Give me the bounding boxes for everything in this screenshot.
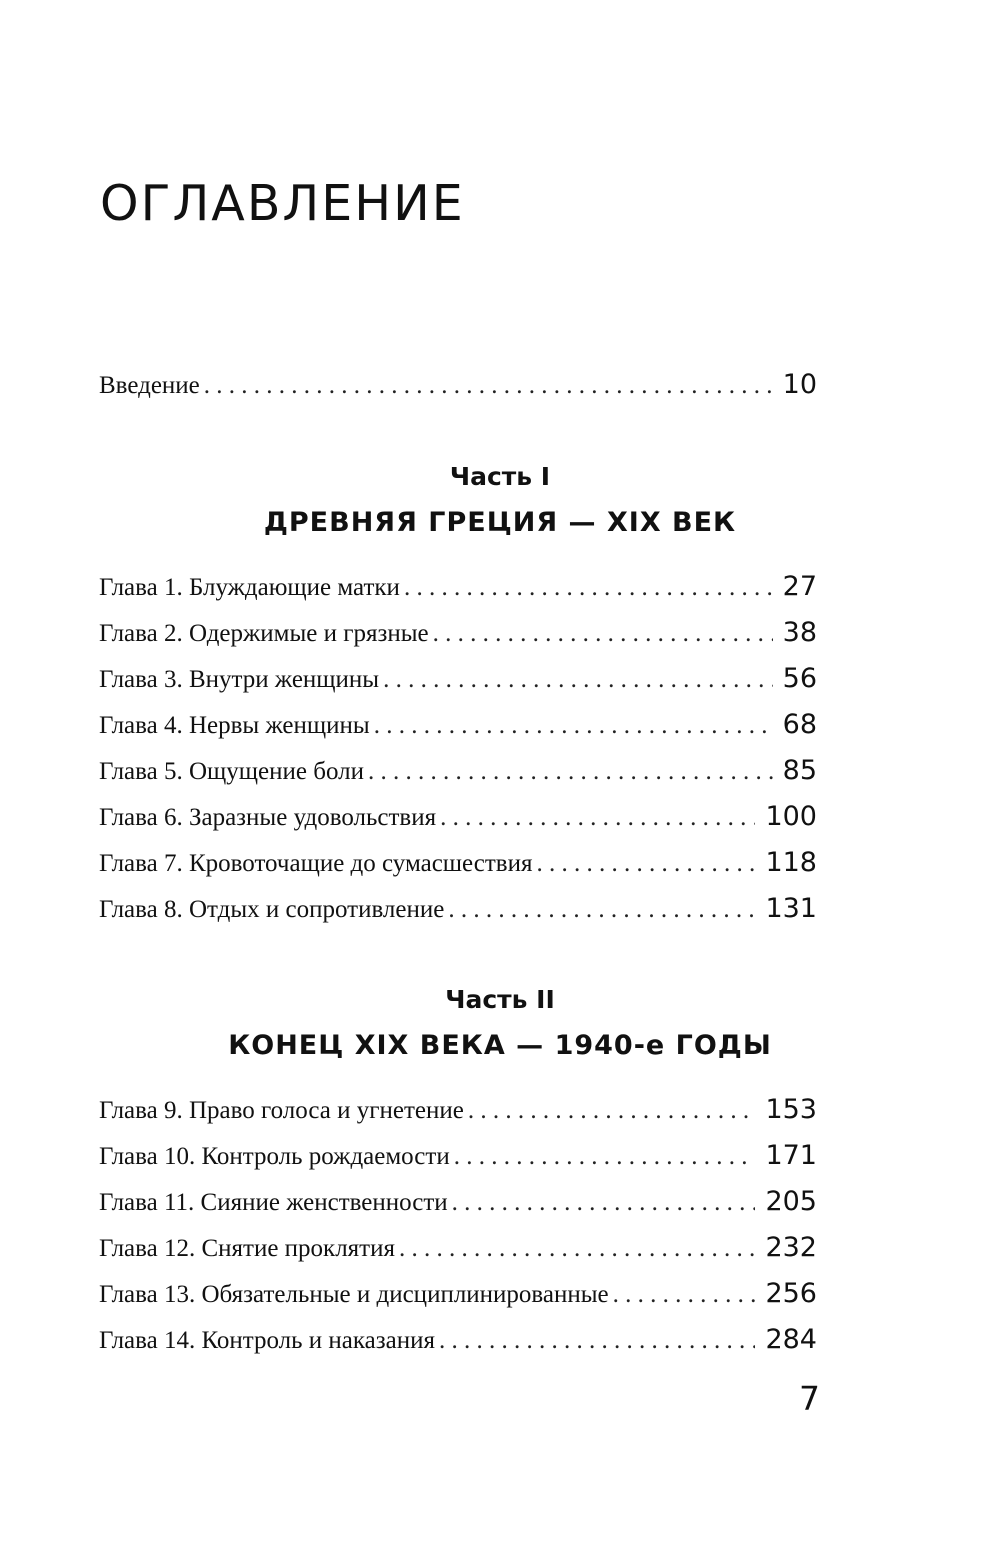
dot-leader: [448, 896, 755, 924]
toc-entry-chapter-2[interactable]: [99, 617, 817, 657]
dot-leader: [440, 804, 755, 832]
toc-entry-label: Глава 2. Одержимые и грязные: [99, 620, 429, 647]
toc-entry-chapter-12[interactable]: [99, 1232, 817, 1272]
toc-entry-page: 10: [782, 369, 817, 400]
toc-entry-chapter-11[interactable]: [99, 1186, 817, 1226]
part-2-title: КОНЕЦ XIX ВЕКА — 1940-е ГОДЫ: [228, 1030, 772, 1061]
toc-entry-chapter-3[interactable]: [99, 663, 817, 703]
dot-leader: [452, 1189, 756, 1217]
toc-entry-label: Глава 5. Ощущение боли: [99, 758, 364, 785]
dot-leader: [468, 1097, 756, 1125]
dot-leader: [204, 372, 773, 400]
dot-leader: [439, 1327, 755, 1355]
toc-entry-page: 100: [765, 801, 817, 832]
toc-entry-page: 56: [782, 663, 817, 694]
toc-entry-label: Глава 3. Внутри женщины: [99, 666, 380, 693]
toc-entry-label: Глава 4. Нервы женщины: [99, 712, 370, 739]
toc-entry-page: 68: [782, 709, 817, 740]
dot-leader: [374, 712, 773, 740]
dot-leader: [433, 620, 773, 648]
toc-entry-page: 205: [765, 1186, 817, 1217]
dot-leader: [399, 1235, 755, 1263]
toc-entry-page: 38: [782, 617, 817, 648]
toc-entry-chapter-4[interactable]: [99, 709, 817, 749]
toc-entry-chapter-14[interactable]: [99, 1324, 817, 1364]
toc-entry-chapter-1[interactable]: [99, 571, 817, 611]
toc-entry-chapter-8[interactable]: [99, 893, 817, 933]
toc-entry-label: Глава 6. Заразные удовольствия: [99, 804, 437, 831]
toc-entry-chapter-10[interactable]: [99, 1140, 817, 1180]
toc-entry-chapter-6[interactable]: [99, 801, 817, 841]
part-1-title: ДРЕВНЯЯ ГРЕЦИЯ — XIX ВЕК: [263, 507, 737, 538]
toc-entry-page: 284: [765, 1324, 817, 1355]
toc-entry-chapter-9[interactable]: [99, 1094, 817, 1134]
dot-leader: [383, 666, 773, 694]
toc-entry-page: 131: [765, 893, 817, 924]
toc-entry-page: 27: [782, 571, 817, 602]
toc-entry-label: Глава 11. Сияние женственности: [99, 1189, 448, 1216]
toc-entry-page: 85: [782, 755, 817, 786]
toc-entry-page: 118: [765, 847, 817, 878]
toc-entry-label: Глава 7. Кровоточащие до сумасшествия: [99, 850, 533, 877]
toc-entry-label: Глава 9. Право голоса и угнетение: [99, 1097, 464, 1124]
dot-leader: [613, 1281, 756, 1309]
dot-leader: [404, 574, 773, 602]
dot-leader: [368, 758, 773, 786]
toc-entry-page: 256: [765, 1278, 817, 1309]
toc-entry-page: 232: [765, 1232, 817, 1263]
toc-entry-page: 153: [765, 1094, 817, 1125]
toc-entry-label: Глава 1. Блуждающие матки: [99, 574, 400, 601]
dot-leader: [454, 1143, 756, 1171]
toc-entry-intro[interactable]: [99, 369, 817, 409]
toc-entry-page: 171: [765, 1140, 817, 1171]
toc-entry-label: Введение: [99, 372, 200, 399]
toc-entry-label: Глава 13. Обязательные и дисциплинированные: [99, 1281, 609, 1308]
page-title: ОГЛАВЛЕНИЕ: [100, 175, 465, 232]
toc-entry-label: Глава 10. Контроль рождаемости: [99, 1143, 450, 1170]
toc-entry-chapter-13[interactable]: [99, 1278, 817, 1318]
part-1-heading: Часть I: [449, 462, 551, 491]
dot-leader: [536, 850, 755, 878]
toc-entry-chapter-5[interactable]: [99, 755, 817, 795]
toc-entry-label: Глава 12. Снятие проклятия: [99, 1235, 395, 1262]
toc-entry-label: Глава 14. Контроль и наказания: [99, 1327, 435, 1354]
page-number: 7: [799, 1379, 820, 1418]
toc-entry-label: Глава 8. Отдых и сопротивление: [99, 896, 445, 923]
toc-entry-chapter-7[interactable]: [99, 847, 817, 887]
part-2-heading: Часть II: [445, 985, 555, 1014]
